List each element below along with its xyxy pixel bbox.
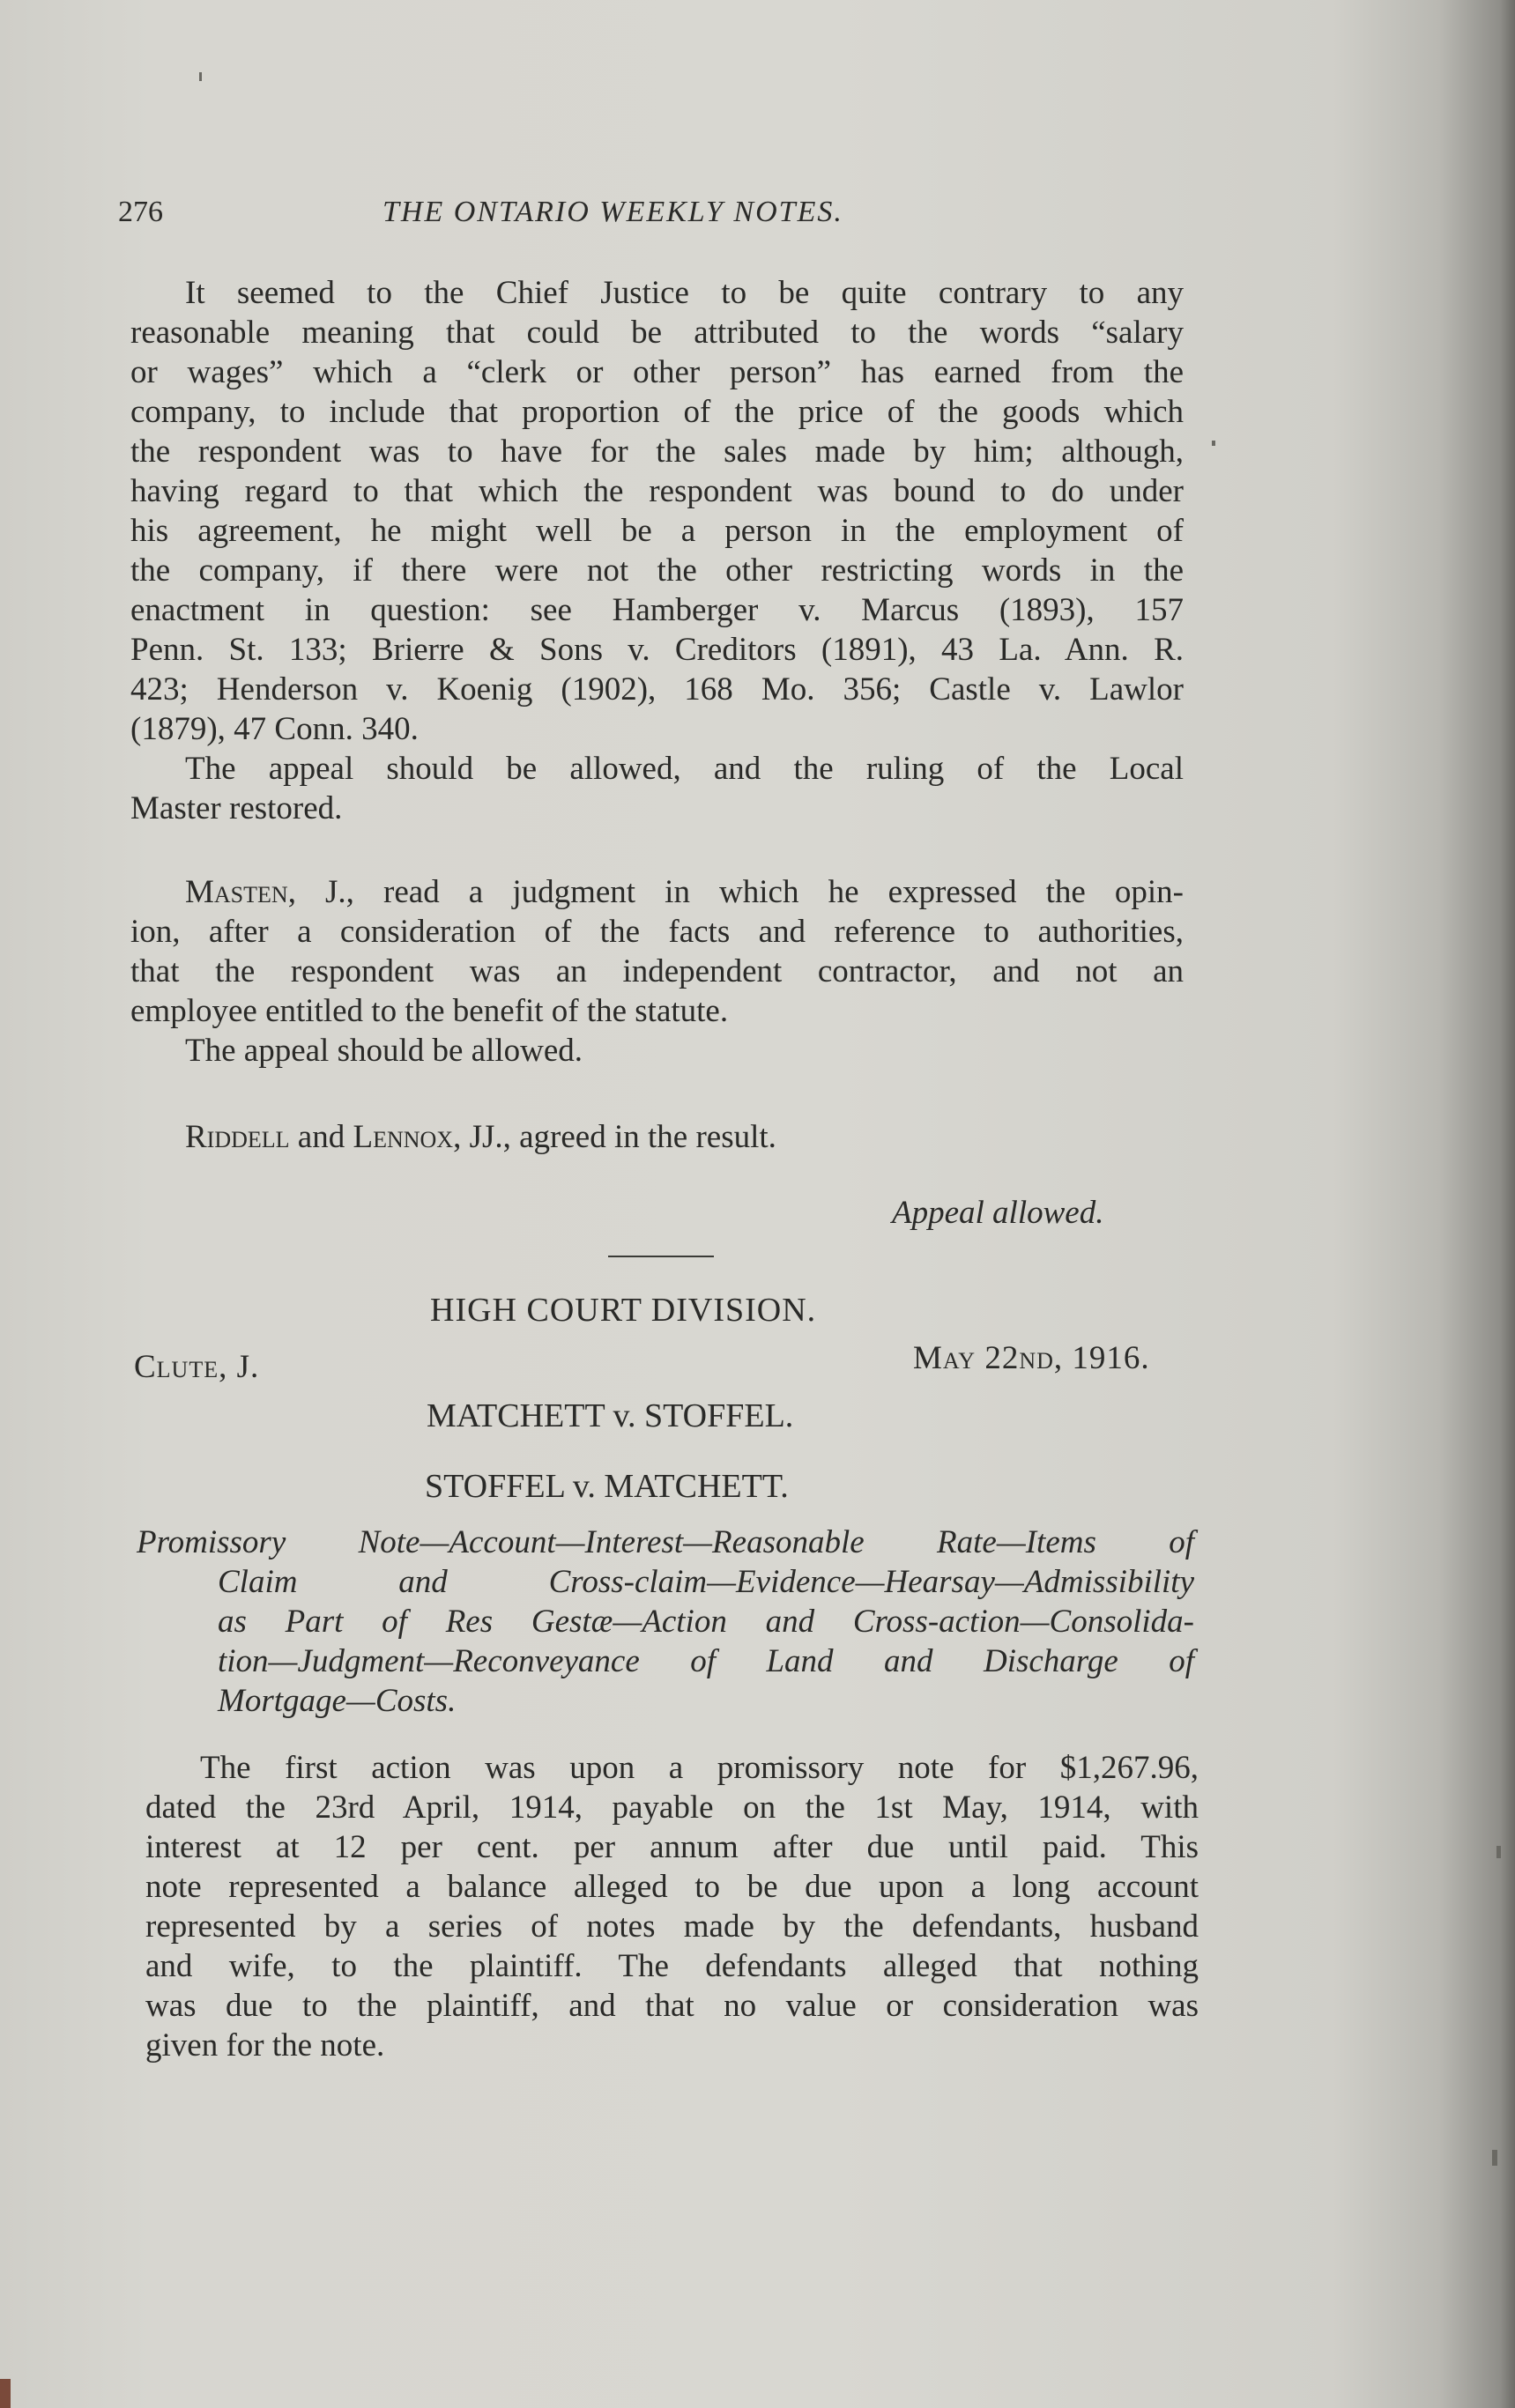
- judge-name: Riddell: [185, 1119, 290, 1155]
- text-line: was due to the plaintiff, and that no value or consideration was: [145, 1988, 1199, 2024]
- scan-speck: [1492, 2150, 1497, 2166]
- text-line: employee entitled to the benefit of the statute.: [130, 993, 729, 1029]
- text-line: given for the note.: [145, 2027, 385, 2063]
- text-line: the respondent was to have for the sales made by him; although,: [130, 433, 1184, 470]
- text-line: Riddell and Lennox, JJ., agreed in the result.: [185, 1119, 776, 1155]
- running-header: [118, 196, 1176, 240]
- text-line: The first action was upon a promissory note for $1,267.96,: [200, 1750, 1199, 1786]
- paragraph-chief-justice: [130, 273, 1184, 828]
- headnote-line: tion—Judgment—Reconveyance of Land and Discharge of: [218, 1643, 1194, 1679]
- text-line: company, to include that proportion of the price of the goods which: [130, 394, 1184, 430]
- judge-name: Lennox: [353, 1119, 454, 1155]
- paragraph-masten: [130, 872, 1184, 1071]
- page-number: 276: [118, 196, 163, 228]
- scan-speck: [1496, 1846, 1501, 1858]
- text-line: Master restored.: [130, 790, 343, 826]
- text-line: his agreement, he might well be a person in the employment of: [130, 513, 1184, 549]
- judge-name: Masten: [185, 874, 288, 910]
- text-line: Penn. St. 133; Brierre & Sons v. Creditors (1891), 43 La. Ann. R.: [130, 632, 1184, 668]
- case-title: STOFFEL v. MATCHETT.: [425, 1468, 789, 1505]
- text-line: The appeal should be allowed.: [185, 1033, 583, 1069]
- case-title: MATCHETT v. STOFFEL.: [427, 1397, 794, 1434]
- headnote-line: Claim and Cross-claim—Evidence—Hearsay—Admissibility: [218, 1564, 1194, 1600]
- text-line: and wife, to the plaintiff. The defendants alleged that nothing: [145, 1948, 1199, 1984]
- headnote: [137, 1523, 1194, 1721]
- text-line: the company, if there were not the other restricting words in the: [130, 552, 1184, 589]
- headnote-line: Promissory Note—Account—Interest—Reasonable Rate—Items of: [137, 1524, 1194, 1560]
- text-line: It seemed to the Chief Justice to be quite contrary to any: [185, 275, 1184, 311]
- judge-label: Clute, J.: [134, 1349, 260, 1385]
- text-line: that the respondent was an independent contractor, and not an: [130, 953, 1184, 989]
- headnote-line: as Part of Res Gestæ—Action and Cross-action—Consolida-: [218, 1604, 1194, 1640]
- text-line: (1879), 47 Conn. 340.: [130, 711, 419, 747]
- division-heading: HIGH COURT DIVISION.: [430, 1292, 817, 1329]
- result-line: Appeal allowed.: [892, 1195, 1104, 1231]
- text-line: 423; Henderson v. Koenig (1902), 168 Mo. 356; Castle v. Lawlor: [130, 671, 1184, 708]
- section-rule: [608, 1256, 714, 1257]
- paragraph-agreement: [130, 1117, 1184, 1157]
- scan-speck: [1212, 441, 1215, 446]
- text-line: reasonable meaning that could be attributed to the words “salary: [130, 315, 1184, 351]
- text-line: The appeal should be allowed, and the ruling of the Local: [185, 751, 1184, 787]
- text-line: note represented a balance alleged to be due upon a long account: [145, 1869, 1199, 1905]
- text-line: or wages” which a “clerk or other person” has earned from the: [130, 354, 1184, 390]
- scan-edge-mark: [0, 2379, 11, 2408]
- text-line: enactment in question: see Hamberger v. Marcus (1893), 157: [130, 592, 1184, 628]
- decision-date: May 22nd, 1916.: [913, 1340, 1150, 1376]
- scan-speck: [199, 72, 202, 81]
- headnote-line: Mortgage—Costs.: [218, 1683, 457, 1719]
- text-line: ion, after a consideration of the facts and reference to authorities,: [130, 914, 1184, 950]
- running-title: THE ONTARIO WEEKLY NOTES.: [382, 196, 843, 228]
- text-line: represented by a series of notes made by the defendants, husband: [145, 1908, 1199, 1945]
- text-line: dated the 23rd April, 1914, payable on the 1st May, 1914, with: [145, 1789, 1199, 1826]
- text-line: interest at 12 per cent. per annum after due until paid. This: [145, 1829, 1199, 1865]
- text-line: Masten, J., read a judgment in which he expressed the opin-: [185, 874, 1184, 910]
- paragraph-first-action: [145, 1748, 1199, 2065]
- text-line: having regard to that which the respondent was bound to do under: [130, 473, 1184, 509]
